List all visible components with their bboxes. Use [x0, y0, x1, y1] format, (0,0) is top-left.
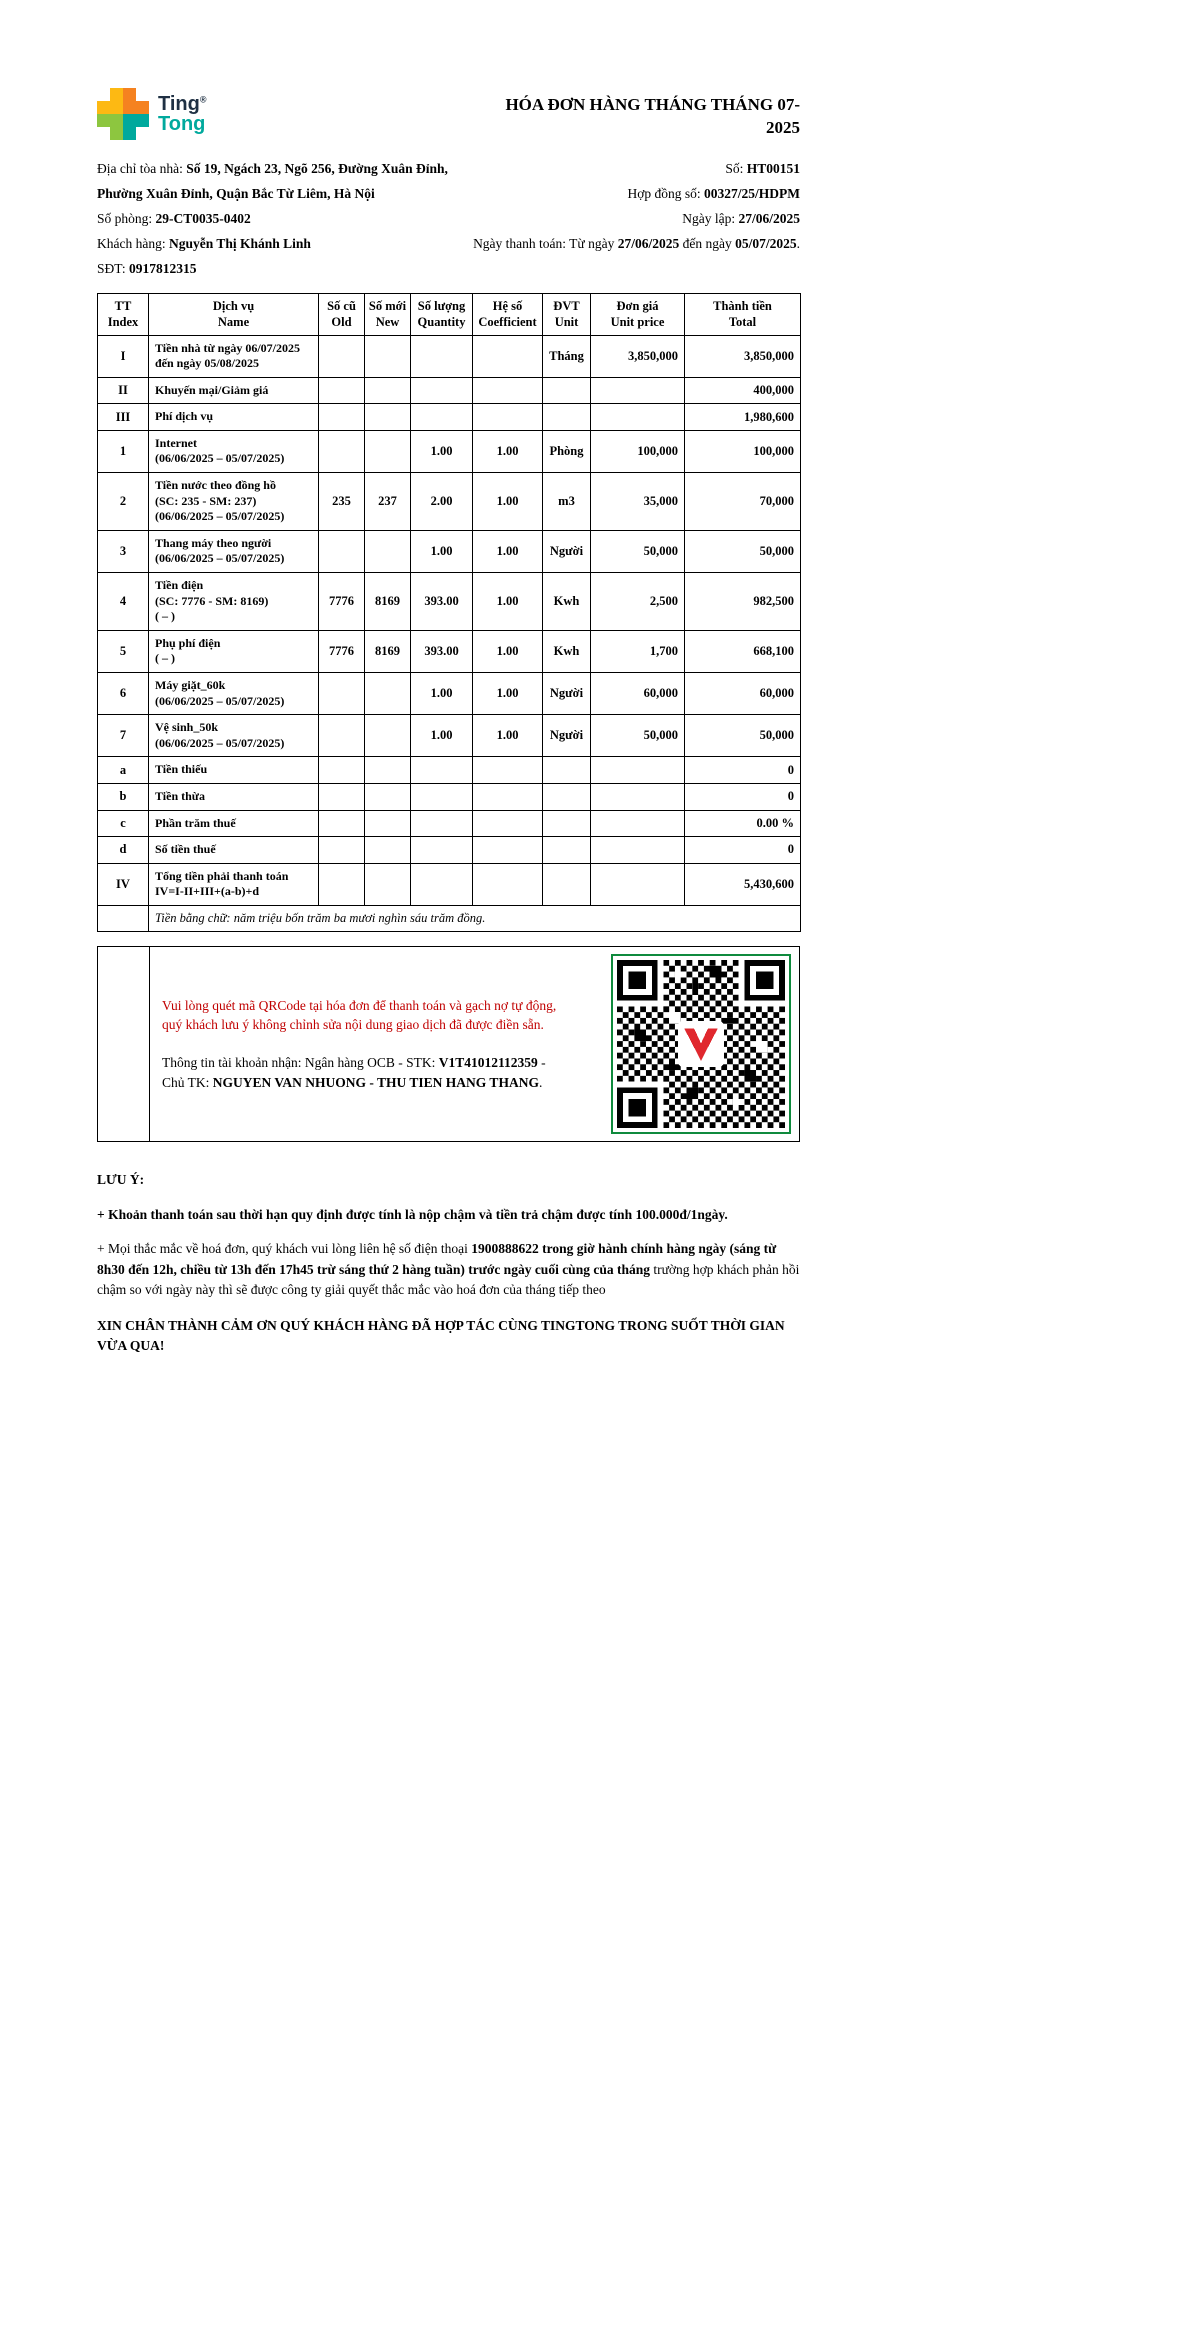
invoice-number-line — [473, 156, 800, 181]
cell-total: 3,850,000 — [685, 335, 801, 377]
hotline-note — [97, 1239, 800, 1300]
room-value: 29-CT0035-0402 — [155, 211, 251, 226]
cell-unit-price: 50,000 — [591, 530, 685, 572]
table-row — [98, 810, 801, 837]
account-suffix: . — [538, 1074, 543, 1090]
payment-section — [97, 946, 800, 1142]
table-row — [98, 335, 801, 377]
cell-old-reading — [319, 335, 365, 377]
header-sub: New — [375, 315, 400, 330]
cell-total: 50,000 — [685, 530, 801, 572]
cell-index: 3 — [98, 530, 149, 572]
cell-total: 1,980,600 — [685, 404, 801, 431]
cell-service-name — [149, 837, 319, 864]
cell-old-reading: 7776 — [319, 573, 365, 631]
cell-total: 0 — [685, 757, 801, 784]
contract-number-line — [473, 181, 800, 206]
logo-word-tong: Tong — [158, 113, 206, 135]
cell-new-reading — [365, 837, 411, 864]
account-prefix: Thông tin tài khoản nhận: Ngân hàng OCB - STK: — [162, 1054, 439, 1070]
payment-date-line — [473, 231, 800, 256]
cell-new-reading — [365, 673, 411, 715]
cell-unit-price — [591, 810, 685, 837]
account-holder-name: NGUYEN VAN NHUONG - THU TIEN HANG THANG — [212, 1074, 539, 1090]
cell-unit: Kwh — [543, 573, 591, 631]
cell-new-reading — [365, 783, 411, 810]
header-main: ĐVT — [553, 299, 580, 313]
cell-unit-price — [591, 404, 685, 431]
cell-quantity: 2.00 — [411, 473, 473, 531]
cell-old-reading — [319, 715, 365, 757]
cell-total: 100,000 — [685, 430, 801, 472]
late-payment-note: + Khoản thanh toán sau thời hạn quy định được tính là nộp chậm và tiền trả chậm được tính 100.000đ/1ngày. — [97, 1207, 728, 1223]
cell-coefficient — [473, 810, 543, 837]
cell-quantity — [411, 757, 473, 784]
cell-index: I — [98, 335, 149, 377]
qr-code — [611, 954, 791, 1134]
cell-new-reading: 8169 — [365, 573, 411, 631]
cell-quantity — [411, 404, 473, 431]
building-address-line2 — [97, 181, 448, 206]
cell-unit — [543, 404, 591, 431]
qr-payment-note: Vui lòng quét mã QRCode tại hóa đơn để thanh toán và gạch nợ tự động, quý khách lưu ý không chỉnh sửa nội dung giao dịch đã được điền sẵn. — [162, 997, 557, 1033]
cell-unit — [543, 783, 591, 810]
cell-coefficient — [473, 377, 543, 404]
header-main: Dịch vụ — [212, 299, 255, 313]
contract-label: Hợp đồng số: — [627, 186, 704, 201]
cell-total: 982,500 — [685, 573, 801, 631]
table-row — [98, 837, 801, 864]
table-row — [98, 757, 801, 784]
cell-old-reading — [319, 404, 365, 431]
cell-quantity: 393.00 — [411, 573, 473, 631]
col-header-old — [319, 294, 365, 336]
cell-old-reading: 235 — [319, 473, 365, 531]
customer-value: Nguyễn Thị Khánh Linh — [168, 236, 311, 251]
building-address-line1 — [97, 156, 448, 181]
cell-service-name — [149, 377, 319, 404]
service-name-line: (06/06/2025 – 05/07/2025) — [155, 551, 285, 566]
issue-date-value: 27/06/2025 — [738, 211, 800, 226]
header-sub: Unit price — [610, 315, 665, 330]
cell-new-reading — [365, 530, 411, 572]
cell-unit-price: 50,000 — [591, 715, 685, 757]
cell-index: 4 — [98, 573, 149, 631]
cell-unit — [543, 377, 591, 404]
cell-service-name — [149, 430, 319, 472]
service-name-line: IV=I-II+III+(a-b)+d — [155, 884, 260, 899]
customer-label: Khách hàng: — [97, 236, 169, 251]
cell-unit-price: 35,000 — [591, 473, 685, 531]
phone-line — [97, 256, 448, 281]
cell-service-name — [149, 530, 319, 572]
cell-quantity: 1.00 — [411, 673, 473, 715]
cell-old-reading — [319, 530, 365, 572]
service-name-line: (06/06/2025 – 05/07/2025) — [155, 693, 285, 708]
cell-quantity: 1.00 — [411, 715, 473, 757]
account-number: V1T41012112359 — [438, 1054, 538, 1070]
cell-total: 5,430,600 — [685, 863, 801, 905]
header-sub: Quantity — [417, 315, 466, 330]
table-row — [98, 430, 801, 472]
cell-unit-price: 3,850,000 — [591, 335, 685, 377]
cell-old-reading — [319, 430, 365, 472]
cell-coefficient — [473, 404, 543, 431]
table-row — [98, 530, 801, 572]
service-name-line: Tiền thừa — [155, 788, 205, 803]
cell-coefficient: 1.00 — [473, 530, 543, 572]
cell-index: 5 — [98, 630, 149, 672]
table-row — [98, 377, 801, 404]
header-main: Thành tiền — [713, 299, 772, 313]
hotline-note-bold: 1900888622 trong giờ hành chính hàng ngày (sáng từ 8h30 đến 12h, chiều từ 13h đến 17h45 trừ sáng thứ 2 hàng tuần) trước ngày cuối cùng của tháng — [97, 1241, 777, 1277]
header — [97, 88, 800, 140]
cell-unit — [543, 757, 591, 784]
invoice-table — [97, 293, 801, 932]
cell-service-name — [149, 473, 319, 531]
cell-index: 6 — [98, 673, 149, 715]
address-value-line1: Số 19, Ngách 23, Ngõ 256, Đường Xuân Đỉnh, — [186, 161, 448, 176]
cell-unit: Người — [543, 530, 591, 572]
service-name-line: đến ngày 05/08/2025 — [155, 356, 260, 371]
table-row — [98, 630, 801, 672]
cell-total: 0.00 % — [685, 810, 801, 837]
cell-new-reading — [365, 430, 411, 472]
bank-account-info — [162, 1053, 570, 1092]
cell-total: 60,000 — [685, 673, 801, 715]
cell-service-name — [149, 335, 319, 377]
phone-value: 0917812315 — [128, 261, 197, 276]
account-mid: - Chủ TK: — [162, 1054, 546, 1090]
cell-index: c — [98, 810, 149, 837]
cell-new-reading — [365, 335, 411, 377]
invoice-number-label: Số: — [725, 161, 747, 176]
tingtong-logo — [97, 88, 207, 140]
cell-old-reading — [319, 757, 365, 784]
cell-coefficient — [473, 757, 543, 784]
payment-date-middle: đến ngày — [679, 236, 736, 251]
service-name-line: Tiền nước theo đồng hồ — [155, 478, 276, 493]
cell-new-reading — [365, 715, 411, 757]
service-name-line: ( – ) — [155, 651, 175, 666]
cell-unit-price — [591, 783, 685, 810]
invoice-number-value: HT00151 — [746, 161, 800, 176]
cell-index: a — [98, 757, 149, 784]
header-main: TT — [114, 299, 132, 313]
invoice-table-body — [98, 335, 801, 905]
header-main: Đơn giá — [616, 299, 659, 313]
service-name-line: Máy giặt_60k — [155, 678, 226, 692]
col-header-unit — [543, 294, 591, 336]
service-name-line: Internet — [155, 435, 197, 450]
cell-quantity — [411, 783, 473, 810]
cell-coefficient: 1.00 — [473, 430, 543, 472]
table-row — [98, 783, 801, 810]
cell-new-reading: 237 — [365, 473, 411, 531]
cell-quantity: 1.00 — [411, 430, 473, 472]
cell-index: II — [98, 377, 149, 404]
notes-title: LƯU Ý: — [97, 1171, 145, 1187]
address-label: Địa chỉ tòa nhà: — [97, 161, 187, 176]
cell-new-reading — [365, 404, 411, 431]
payment-section-content — [150, 947, 799, 1141]
cell-old-reading: 7776 — [319, 630, 365, 672]
cell-new-reading — [365, 757, 411, 784]
cell-unit: Kwh — [543, 630, 591, 672]
cell-total: 0 — [685, 783, 801, 810]
cell-unit: Tháng — [543, 335, 591, 377]
col-header-index — [98, 294, 149, 336]
cell-coefficient — [473, 335, 543, 377]
col-header-unit-price — [591, 294, 685, 336]
customer-line — [97, 231, 448, 256]
invoice-page — [97, 88, 800, 1357]
cell-quantity: 1.00 — [411, 530, 473, 572]
cell-total: 50,000 — [685, 715, 801, 757]
cell-unit — [543, 837, 591, 864]
header-sub: Old — [331, 315, 352, 330]
col-header-service — [149, 294, 319, 336]
tingtong-logo-icon — [97, 88, 149, 140]
empty-index-cell — [98, 905, 149, 931]
cell-coefficient: 1.00 — [473, 573, 543, 631]
cell-new-reading — [365, 863, 411, 905]
cell-new-reading — [365, 810, 411, 837]
service-name-line: Phí dịch vụ — [155, 409, 214, 424]
header-main: Số lượng — [417, 299, 466, 313]
cell-unit-price: 100,000 — [591, 430, 685, 472]
phone-label: SĐT: — [97, 261, 129, 276]
cell-unit: m3 — [543, 473, 591, 531]
cell-old-reading — [319, 377, 365, 404]
cell-unit: Phòng — [543, 430, 591, 472]
amount-in-words-row — [98, 905, 801, 931]
cell-index: 2 — [98, 473, 149, 531]
header-sub: Index — [107, 315, 139, 330]
header-sub: Name — [217, 315, 250, 330]
cell-unit-price — [591, 377, 685, 404]
logo-word-ting: Ting — [158, 92, 200, 115]
cell-old-reading — [319, 810, 365, 837]
cell-quantity — [411, 837, 473, 864]
cell-coefficient — [473, 863, 543, 905]
cell-new-reading: 8169 — [365, 630, 411, 672]
amount-in-words-value: năm triệu bốn trăm ba mươi nghìn sáu trăm đồng. — [233, 910, 486, 925]
service-name-line: Phụ phí điện — [155, 635, 221, 650]
cell-unit-price — [591, 837, 685, 864]
cell-unit-price: 60,000 — [591, 673, 685, 715]
thank-you-note: XIN CHÂN THÀNH CẢM ƠN QUÝ KHÁCH HÀNG ĐÃ HỢP TÁC CÙNG TINGTONG TRONG SUỐT THỜI GIAN VỪA QUA! — [97, 1318, 785, 1354]
service-name-line: (06/06/2025 – 05/07/2025) — [155, 451, 285, 466]
payment-section-index-cell — [98, 947, 150, 1141]
logo-wordmark — [158, 94, 207, 135]
cell-index: d — [98, 837, 149, 864]
cell-old-reading — [319, 673, 365, 715]
cell-quantity — [411, 810, 473, 837]
header-main: Số mới — [368, 299, 407, 313]
qr-code-image — [617, 960, 785, 1128]
invoice-info — [97, 156, 800, 281]
payment-instructions — [162, 996, 570, 1092]
payment-date-label: Ngày thanh toán: Từ ngày — [473, 236, 618, 251]
service-name-line: Vệ sinh_50k — [155, 720, 219, 735]
service-name-line: (SC: 7776 - SM: 8169) — [155, 593, 269, 608]
service-name-line: Tổng tiền phải thanh toán — [155, 868, 289, 883]
cell-total: 400,000 — [685, 377, 801, 404]
cell-unit: Người — [543, 673, 591, 715]
issue-date-line — [473, 206, 800, 231]
col-header-total — [685, 294, 801, 336]
service-name-line: (SC: 235 - SM: 237) — [155, 493, 257, 508]
cell-coefficient — [473, 783, 543, 810]
cell-index: b — [98, 783, 149, 810]
col-header-coefficient — [473, 294, 543, 336]
cell-quantity — [411, 335, 473, 377]
cell-service-name — [149, 715, 319, 757]
cell-unit — [543, 810, 591, 837]
cell-total: 70,000 — [685, 473, 801, 531]
cell-coefficient: 1.00 — [473, 715, 543, 757]
cell-service-name — [149, 630, 319, 672]
service-name-line: Số tiền thuế — [155, 842, 216, 857]
cell-index: 7 — [98, 715, 149, 757]
amount-in-words-cell — [149, 905, 801, 931]
header-row — [98, 294, 801, 336]
room-number-line — [97, 206, 448, 231]
cell-total: 668,100 — [685, 630, 801, 672]
cell-service-name — [149, 783, 319, 810]
cell-coefficient: 1.00 — [473, 630, 543, 672]
header-main: Hệ số — [492, 299, 523, 313]
cell-unit-price — [591, 863, 685, 905]
payment-date-to: 05/07/2025 — [735, 236, 797, 251]
table-row — [98, 673, 801, 715]
hotline-note-part2: trường hợp khách phản hồi chậm so với ngày này thì sẽ được công ty giải quyết thắc mắc vào hoá đơn của tháng tiếp theo — [97, 1261, 800, 1297]
table-row — [98, 715, 801, 757]
cell-index: IV — [98, 863, 149, 905]
room-label: Số phòng: — [97, 211, 156, 226]
service-name-line: Phần trăm thuế — [155, 815, 236, 830]
registered-mark-icon: ® — [199, 93, 207, 104]
cell-service-name — [149, 404, 319, 431]
service-name-line: Thang máy theo người — [155, 535, 272, 550]
cell-index: 1 — [98, 430, 149, 472]
cell-old-reading — [319, 863, 365, 905]
cell-coefficient — [473, 837, 543, 864]
service-name-line: (06/06/2025 – 05/07/2025) — [155, 509, 285, 524]
cell-unit-price: 1,700 — [591, 630, 685, 672]
cell-unit-price — [591, 757, 685, 784]
cell-new-reading — [365, 377, 411, 404]
service-name-line: Tiền điện — [155, 578, 204, 593]
amount-in-words-label: Tiền bằng chữ: — [155, 910, 234, 925]
cell-old-reading — [319, 837, 365, 864]
table-row — [98, 404, 801, 431]
service-name-line: Khuyến mại/Giảm giá — [155, 382, 269, 397]
cell-quantity: 393.00 — [411, 630, 473, 672]
cell-service-name — [149, 863, 319, 905]
service-name-line: (06/06/2025 – 05/07/2025) — [155, 735, 285, 750]
contract-value: 00327/25/HDPM — [704, 186, 800, 201]
table-row — [98, 573, 801, 631]
hotline-note-part1: + Mọi thắc mắc về hoá đơn, quý khách vui lòng liên hệ số điện thoại — [97, 1241, 472, 1257]
cell-service-name — [149, 757, 319, 784]
col-header-new — [365, 294, 411, 336]
cell-service-name — [149, 573, 319, 631]
cell-unit: Người — [543, 715, 591, 757]
cell-coefficient: 1.00 — [473, 473, 543, 531]
cell-coefficient: 1.00 — [473, 673, 543, 715]
building-info — [97, 156, 448, 281]
table-row — [98, 473, 801, 531]
payment-date-from: 27/06/2025 — [617, 236, 680, 251]
table-row — [98, 863, 801, 905]
issue-date-label: Ngày lập: — [682, 211, 739, 226]
header-main: Số cũ — [327, 299, 356, 313]
header-sub: Total — [728, 315, 757, 330]
header-sub: Coefficient — [478, 315, 537, 330]
invoice-title: HÓA ĐƠN HÀNG THÁNG THÁNG 07-2025 — [505, 95, 800, 137]
header-sub: Unit — [554, 315, 579, 330]
cell-unit-price: 2,500 — [591, 573, 685, 631]
address-value-line2: Phường Xuân Đỉnh, Quận Bắc Từ Liêm, Hà Nội — [97, 186, 375, 201]
invoice-meta — [473, 156, 800, 281]
cell-old-reading — [319, 783, 365, 810]
invoice-table-header — [98, 294, 801, 336]
cell-total: 0 — [685, 837, 801, 864]
payment-date-suffix: . — [796, 236, 800, 251]
col-header-quantity — [411, 294, 473, 336]
cell-quantity — [411, 377, 473, 404]
cell-service-name — [149, 810, 319, 837]
cell-unit — [543, 863, 591, 905]
service-name-line: ( – ) — [155, 609, 175, 624]
cell-index: III — [98, 404, 149, 431]
cell-quantity — [411, 863, 473, 905]
service-name-line: Tiền thiếu — [155, 762, 208, 777]
cell-service-name — [149, 673, 319, 715]
footer-notes — [97, 1170, 800, 1357]
service-name-line: Tiền nhà từ ngày 06/07/2025 — [155, 340, 301, 355]
